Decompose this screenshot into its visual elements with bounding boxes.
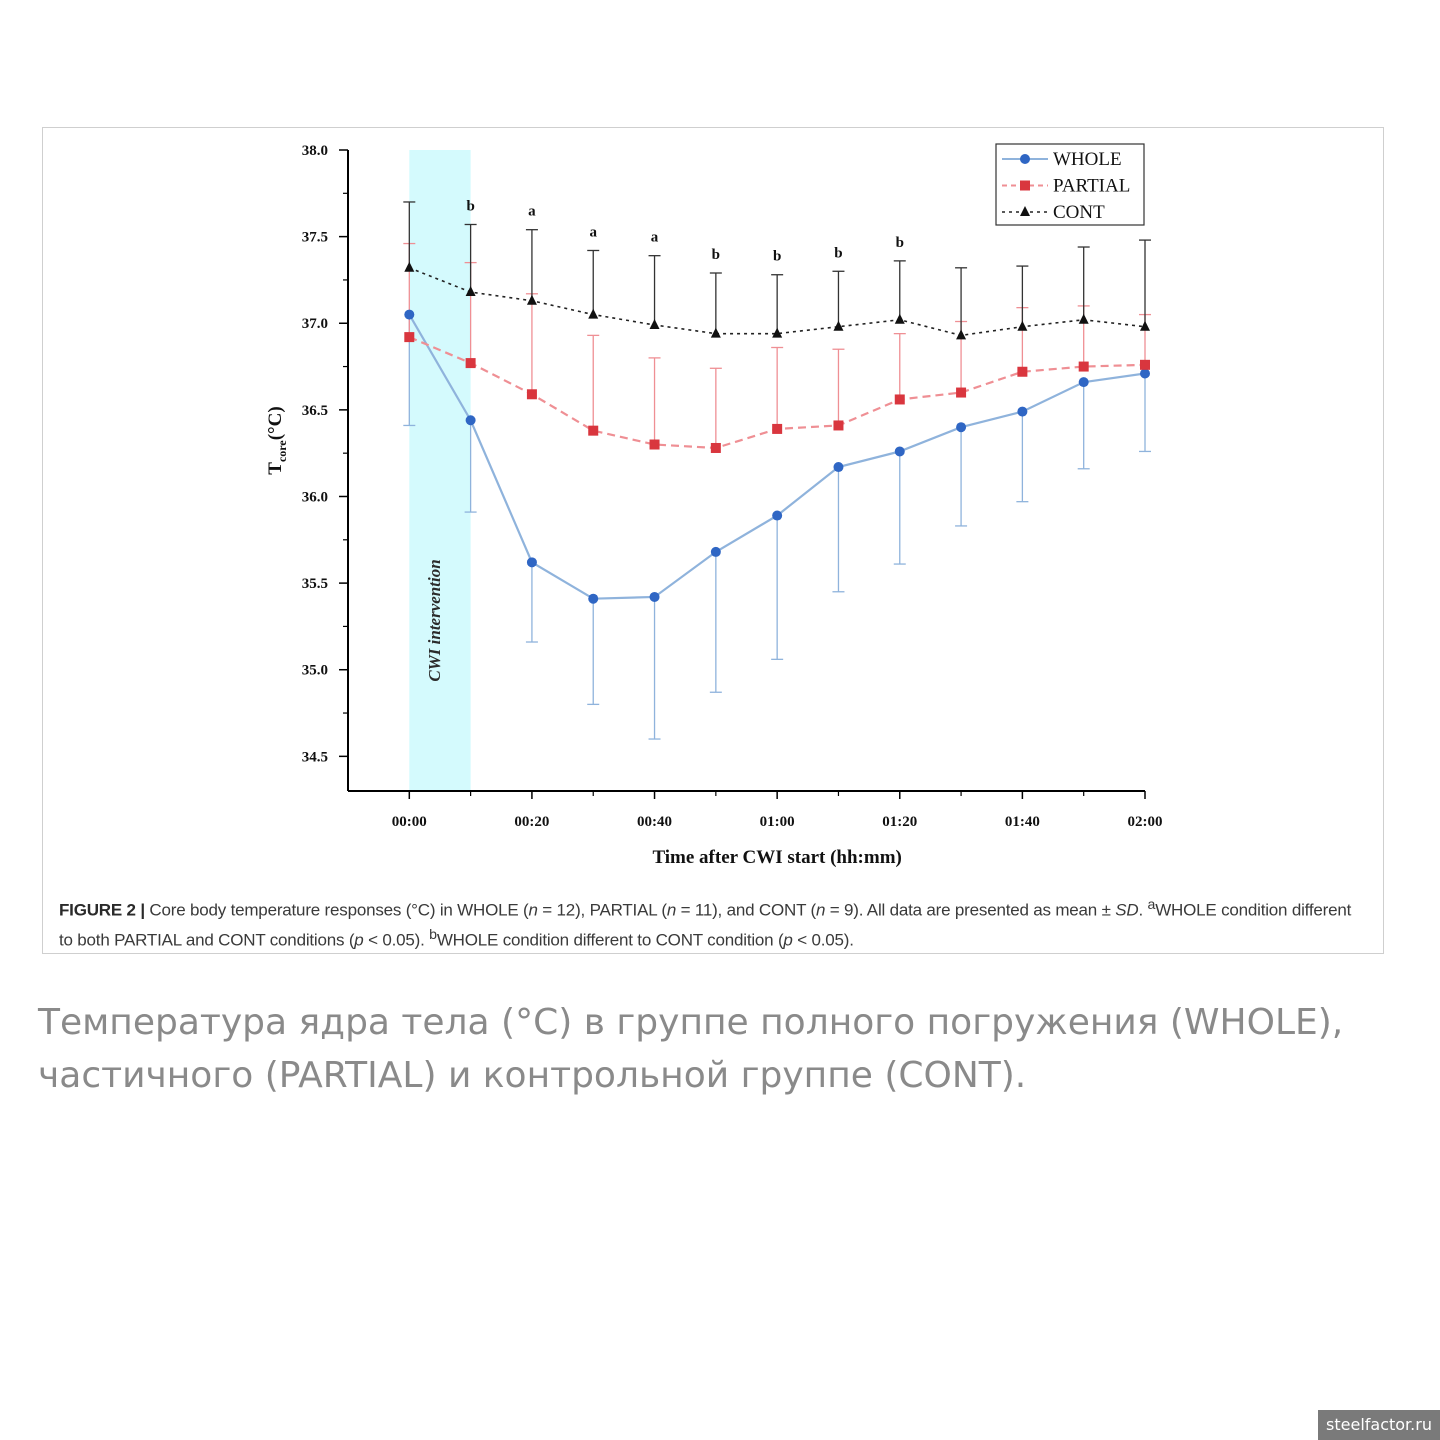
- cont-data-point: [588, 309, 598, 319]
- cont-data-point: [711, 328, 721, 338]
- whole-data-point: [1017, 407, 1027, 417]
- whole-data-point: [833, 462, 843, 472]
- caption-text: .: [1138, 900, 1148, 920]
- significance-marker: b: [834, 245, 843, 262]
- whole-data-point: [711, 547, 721, 557]
- x-tick-label: 01:00: [759, 814, 795, 830]
- partial-data-point: [650, 440, 660, 450]
- caption-text: = 9). All data are presented as mean ±: [825, 900, 1116, 920]
- figure-caption: [59, 893, 1359, 952]
- y-tick-label: 36.0: [301, 489, 328, 506]
- y-tick-label: 38.0: [301, 143, 328, 159]
- caption-text: Core body temperature responses (°C) in WHOLE (: [144, 900, 529, 920]
- caption-note-b: WHOLE condition different to CONT condition (: [436, 930, 784, 950]
- caption-text: < 0.05).: [363, 930, 430, 950]
- caption-n-var: n: [815, 900, 826, 920]
- x-tick-label: 00:20: [514, 814, 550, 830]
- y-tick-label: 35.0: [301, 662, 328, 679]
- partial-data-point: [772, 424, 782, 434]
- y-tick-label: 35.5: [301, 576, 328, 593]
- legend-whole-marker: [1020, 154, 1030, 164]
- caption-text: < 0.05).: [792, 930, 854, 950]
- cont-data-point: [1017, 321, 1027, 331]
- significance-marker: b: [772, 248, 782, 265]
- partial-data-point: [404, 332, 414, 342]
- caption-n-var: n: [528, 900, 538, 920]
- x-tick-label: 01:20: [882, 814, 918, 830]
- x-tick-label: 02:00: [1127, 814, 1163, 830]
- figure-label: FIGURE 2 |: [59, 900, 145, 920]
- cont-data-point: [1079, 314, 1089, 324]
- significance-marker: a: [589, 224, 597, 241]
- x-tick-label: 00:00: [391, 814, 427, 830]
- partial-data-point: [466, 358, 476, 368]
- cont-data-point: [650, 319, 660, 329]
- partial-data-point: [1079, 362, 1089, 372]
- caption-n-var: n: [666, 900, 677, 920]
- whole-data-point: [1140, 368, 1150, 378]
- caption-p-var: p: [354, 930, 364, 950]
- caption-p-var: p: [783, 930, 793, 950]
- whole-data-point: [650, 592, 660, 602]
- cwi-intervention-label: CWI intervention: [424, 559, 444, 682]
- x-tick-label: 01:40: [1004, 814, 1040, 830]
- whole-data-point: [895, 446, 905, 456]
- partial-data-point: [895, 394, 905, 404]
- significance-marker: b: [711, 247, 721, 264]
- partial-data-point: [711, 443, 721, 453]
- partial-data-point: [1140, 360, 1150, 370]
- whole-data-point: [956, 422, 966, 432]
- caption-note-a: WHOLE condition different to both PARTIAL and CONT conditions (: [59, 900, 1352, 950]
- partial-data-point: [588, 426, 598, 436]
- caption-sup-b: b: [429, 926, 437, 943]
- partial-data-point: [527, 389, 537, 399]
- legend-whole-label: WHOLE: [1053, 149, 1122, 170]
- y-axis-label: $T_{core}(^\circ C)$: [265, 406, 289, 475]
- legend-partial-label: PARTIAL: [1053, 175, 1131, 197]
- russian-caption: Температура ядра тела (°C) в группе полного погружения (WHOLE), частичного (PARTIAL) и контрольной группе (CONT).: [38, 1002, 1344, 1096]
- x-tick-label: 00:40: [637, 814, 673, 830]
- site-watermark: steelfactor.ru: [1318, 1410, 1440, 1440]
- x-axis-label: Time after CWI start (hh:mm): [652, 847, 902, 868]
- significance-marker: b: [466, 198, 475, 215]
- caption-sup-a: a: [1147, 897, 1156, 913]
- partial-data-point: [1017, 367, 1027, 377]
- whole-data-point: [466, 415, 476, 425]
- whole-data-point: [1079, 377, 1089, 387]
- whole-data-point: [527, 557, 537, 567]
- caption-text: = 12), PARTIAL (: [537, 900, 667, 920]
- y-tick-label: 36.5: [301, 402, 328, 419]
- whole-data-point: [588, 594, 598, 604]
- cwi-intervention-region: [409, 150, 470, 791]
- whole-data-point: [404, 310, 414, 320]
- cont-data-point: [956, 329, 966, 339]
- significance-marker: a: [528, 203, 536, 220]
- partial-data-point: [956, 388, 966, 398]
- cont-data-point: [527, 295, 537, 305]
- y-tick-label: 34.5: [301, 749, 328, 766]
- caption-text: = 11), and CONT (: [676, 900, 816, 920]
- significance-marker: b: [895, 234, 904, 251]
- legend-partial-marker: [1020, 181, 1030, 191]
- whole-data-point: [772, 511, 782, 521]
- core-temperature-chart: [43, 128, 1383, 888]
- caption-sd-var: SD: [1115, 900, 1139, 920]
- significance-marker: a: [650, 229, 659, 246]
- figure-card: [42, 127, 1384, 954]
- cont-data-point: [895, 314, 905, 324]
- partial-data-point: [833, 420, 843, 430]
- y-tick-label: 37.0: [301, 316, 328, 333]
- y-tick-label: 37.5: [301, 229, 328, 246]
- legend-cont-label: CONT: [1053, 202, 1105, 223]
